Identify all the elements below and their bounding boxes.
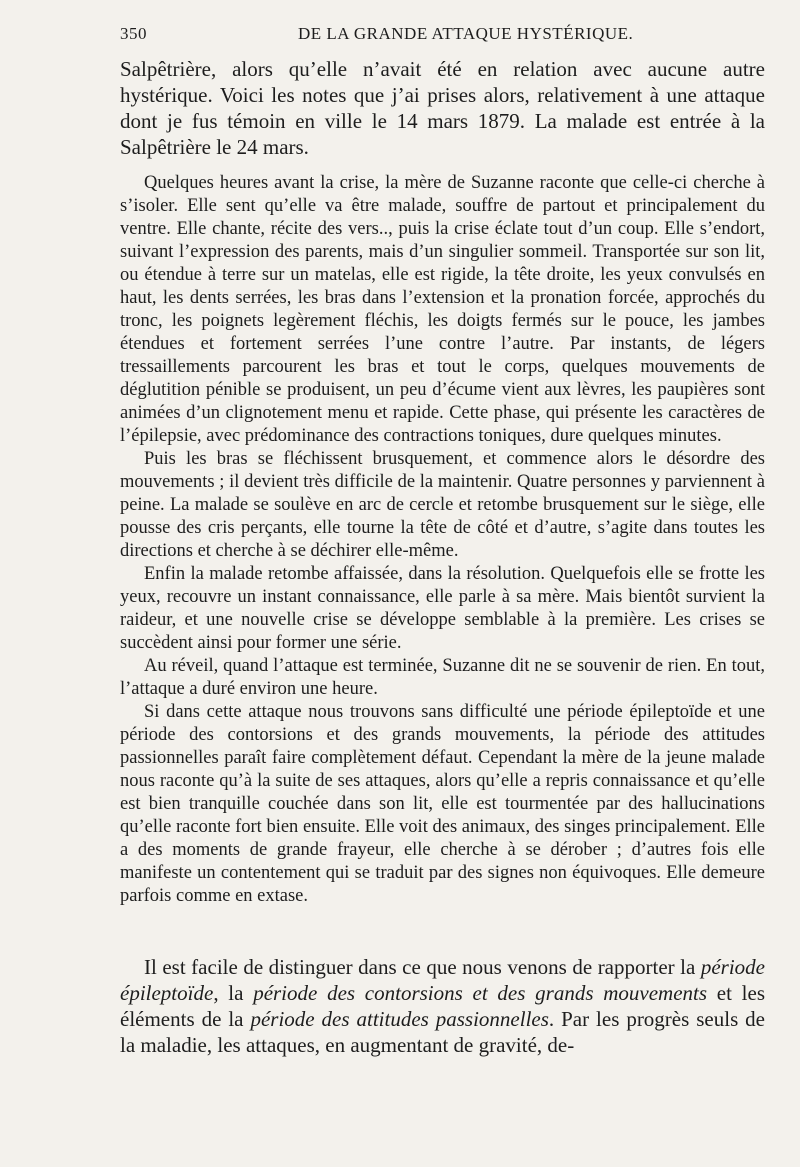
paragraph-tonic-phase: Quelques heures avant la crise, la mère de Suzanne raconte que celle-ci cherche à s’isoler. Elle sent qu’elle va être malade, souffre de partout et principalement du ventre. Elle chante, récite des vers.., puis la crise éclate tout d’un coup. Elle s’endort, suivant l’expression des parents, mais d’un singulier sommeil. Transportée sur son lit, ou étendue à terre sur un matelas, elle est rigide, la tête droite, les yeux convulsés en haut, les dents serrées, les bras dans l’extension et la pronation forcée, approchés du tronc, les poignets legèrement fléchis, les doigts fermés sur le pouce, les jambes étendues et fortement serrées l’une contre l’autre. Par instants, de légers tressaillements parcourent les bras et tout le corps, quelques mouvements de déglutition pénible se produisent, un peu d’écume vient aux lèvres, les paupières sont animées d’un clignotement menu et rapide. Cette phase, qui présente les caractères de l’épilepsie, avec prédominance des contractions toniques, dure quelques minutes. [120,173,765,446]
paragraph-movements-phase: Puis les bras se fléchissent brusquement, et commence alors le désordre des mouvements ; il devient très difficile de la maintenir. Quatre personnes y parviennent à peine. La malade se soulève en arc de cercle et retombe brusquement sur le siège, elle pousse des cris perçants, elle tourne la tête de côté et d’autre, s’agite dans toutes les directions et cherche à se déchirer elle-même. [120,449,765,561]
paragraph-conclusion [120,954,765,1058]
page-number: 350 [120,24,147,43]
term-passional-attitudes-period: période des attitudes passionnelles [250,1007,549,1031]
paragraph-passional-attitudes: Si dans cette attaque nous trouvons sans difficulté une période épileptoïde et une période des contorsions et des grands mouvements, la période des attitudes passionnelles paraît faire complètement défaut. Cependant la mère de la jeune malade nous raconte qu’à la suite de ses attaques, alors qu’elle a repris connaissance et qu’elle est bien tranquille couchée dans son lit, elle est tourmentée par des hallucinations qu’elle raconte fort bien ensuite. Elle voit des animaux, des singes principalement. Elle a des moments de grande frayeur, elle cherche à se dérober ; d’autres fois elle manifeste un contentement qui se traduit par des signes non équivoques. Elle demeure parfois comme en extase. [120,702,765,906]
page-header [120,24,755,52]
conclusion-text-3: et les éléments de la [120,981,765,1031]
paragraph-intro: Salpêtrière, alors qu’elle n’avait été en relation avec aucune autre hystérique. Voici les notes que j’ai prises alors, relativement à une attaque dont je fus témoin en ville le 14 mars 1879. La malade est entrée à la Salpêtrière le 24 mars. [120,57,765,159]
paragraph-awakening: Au réveil, quand l’attaque est terminée, Suzanne dit ne se souvenir de rien. En tout, l’attaque a duré environ une heure. [120,656,765,699]
conclusion-text-2: , la [213,981,254,1005]
conclusion-text-4: . Par les progrès seuls de la maladie, les attaques, en augmentant de gravité, de- [120,1007,766,1057]
paragraph-resolution-phase: Enfin la malade retombe affaissée, dans la résolution. Quelquefois elle se frotte les yeux, recouvre un instant connaissance, elle parle à sa mère. Mais bientôt survient la raideur, et une nouvelle crise se développe semblable à la première. Les crises se succèdent ainsi pour former une série. [120,564,765,653]
term-epileptoid-period: période épileptoïde [120,955,765,1005]
page-body [120,56,765,1058]
running-title: DE LA GRANDE ATTAQUE HYSTÉRIQUE. [298,24,634,43]
conclusion-text-1: Il est facile de distinguer dans ce que nous venons de rapporter la [144,955,701,979]
term-contortions-period: période des contorsions et des grands mouvements [253,981,708,1005]
